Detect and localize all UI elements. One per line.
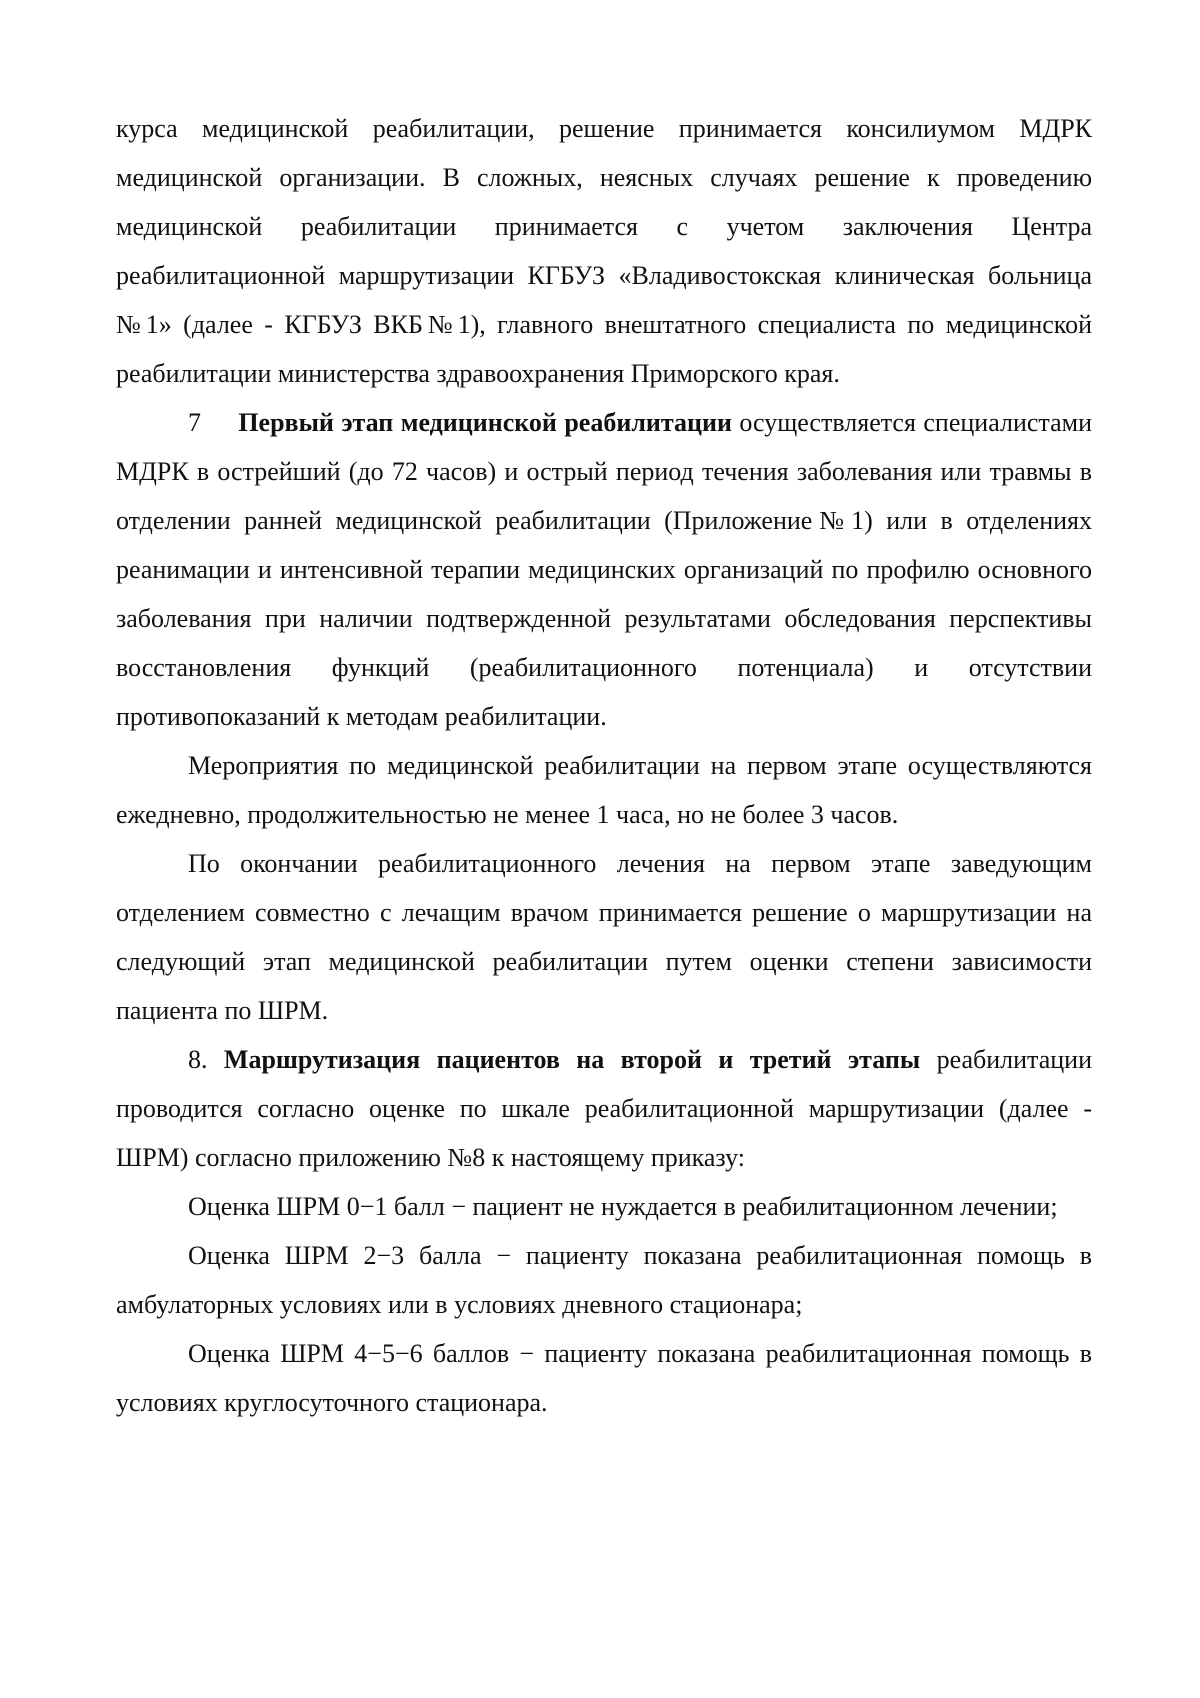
- clause-number-7: 7: [188, 408, 201, 437]
- first-stage-text: осуществляется специалистами МДРК в острейший (до 72 часов) и острый период течения заболевания или травмы в отделении ранней медицинской реабилитации (Приложение№1) или в отделениях реанимации и интенсивной терапии медицинских организаций по профилю основного заболевания при наличии подтвержденной результатами обследования перспективы восстановления функций (реабилитационного потенциала) и отсутствии противопоказаний к методам реабилитации.: [116, 408, 1092, 731]
- first-stage-heading: Первый этап медицинской реабилитации: [238, 408, 732, 437]
- paragraph-routing: [116, 1035, 1092, 1182]
- paragraph-score-0-1: Оценка ШРМ 0−1 балл − пациент не нуждается в реабилитационном лечении;: [188, 1192, 1058, 1221]
- routing-heading: Маршрутизация пациентов на второй и третий этапы: [223, 1045, 921, 1074]
- paragraph-rehab-decision: курса медицинской реабилитации, решение принимается консилиумом МДРК медицинской организации. В сложных, неясных случаях решение к проведению медицинской реабилитации принимается с учетом заключения Центра реабилитационной маршрутизации КГБУЗ «Владивостокская клиническая больница №1» (далее - КГБУЗ ВКБ№1), главного внештатного специалиста по медицинской реабилитации министерства здравоохранения Приморского края.: [116, 114, 1092, 388]
- routing-text: реабилитации проводится согласно оценке по шкале реабилитационной маршрутизации (далее - ШРМ) согласно приложению №8 к настоящему приказу:: [116, 1045, 1093, 1172]
- paragraph-first-stage-duration: Мероприятия по медицинской реабилитации на первом этапе осуществляются ежедневно, продолжительностью не менее 1 часа, но не более 3 часов.: [116, 751, 1092, 829]
- paragraph-score-2-3: Оценка ШРМ 2−3 балла − пациенту показана реабилитационная помощь в амбулаторных условиях или в условиях дневного стационара;: [116, 1241, 1092, 1319]
- paragraph-first-stage: [116, 398, 1092, 741]
- clause-number-8: 8.: [188, 1045, 208, 1074]
- document-page: [116, 104, 1092, 1427]
- paragraph-first-stage-completion: По окончании реабилитационного лечения на первом этапе заведующим отделением совместно с лечащим врачом принимается решение о маршрутизации на следующий этап медицинской реабилитации путем оценки степени зависимости пациента по ШРМ.: [116, 849, 1092, 1025]
- paragraph-score-4-6: Оценка ШРМ 4−5−6 баллов − пациенту показана реабилитационная помощь в условиях круглосуточного стационара.: [116, 1339, 1092, 1417]
